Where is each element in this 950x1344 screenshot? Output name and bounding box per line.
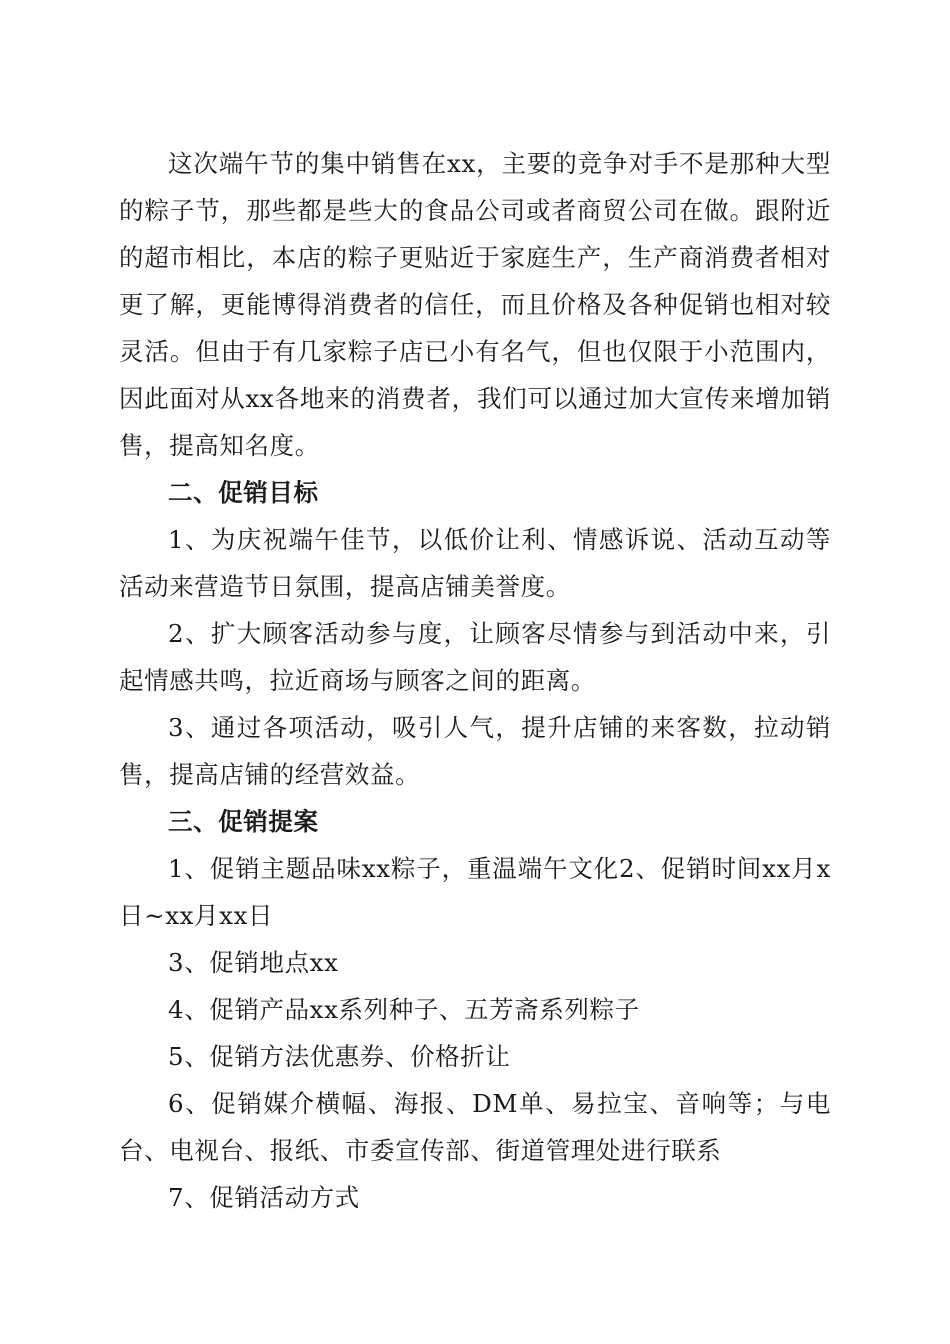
proposal-item: 5、促销方法优惠券、价格折让 xyxy=(168,1042,511,1071)
proposal-item: 6、促销媒介横幅、海报、DM单、易拉宝、音响等；与电台、电视台、报纸、市委宣传部、街道管理处进行联系 xyxy=(119,1089,831,1165)
proposal-item: 3、促销地点xx xyxy=(168,948,339,977)
document-body xyxy=(119,140,831,1221)
proposal-item: 7、促销活动方式 xyxy=(168,1183,360,1212)
intro-paragraph: 这次端午节的集中销售在xx，主要的竞争对手不是那种大型的粽子节，那些都是些大的食品公司或者商贸公司在做。跟附近的超市相比，本店的粽子更贴近于家庭生产，生产商消费者相对更了解，更能博得消费者的信任，而且价格及各种促销也相对较灵活。但由于有几家粽子店已小有名气，但也仅限于小范围内，因此面对从xx各地来的消费者，我们可以通过加大宣传来增加销售，提高知名度。 xyxy=(119,149,831,460)
goal-item: 2、扩大顾客活动参与度，让顾客尽情参与到活动中来，引起情感共鸣，拉近商场与顾客之间的距离。 xyxy=(119,619,831,695)
proposal-item: 4、促销产品xx系列种子、五芳斋系列粽子 xyxy=(168,995,640,1024)
goal-item: 1、为庆祝端午佳节，以低价让利、情感诉说、活动互动等活动来营造节日氛围，提高店铺美誉度。 xyxy=(119,525,831,601)
section-heading-promotion-goals: 二、促销目标 xyxy=(168,478,319,507)
goal-item: 3、通过各项活动，吸引人气，提升店铺的来客数，拉动销售，提高店铺的经营效益。 xyxy=(119,713,831,789)
section-heading-promotion-proposal: 三、促销提案 xyxy=(168,807,319,836)
proposal-item: 1、促销主题品味xx粽子，重温端午文化2、促销时间xx月x日~xx月xx日 xyxy=(119,854,831,930)
